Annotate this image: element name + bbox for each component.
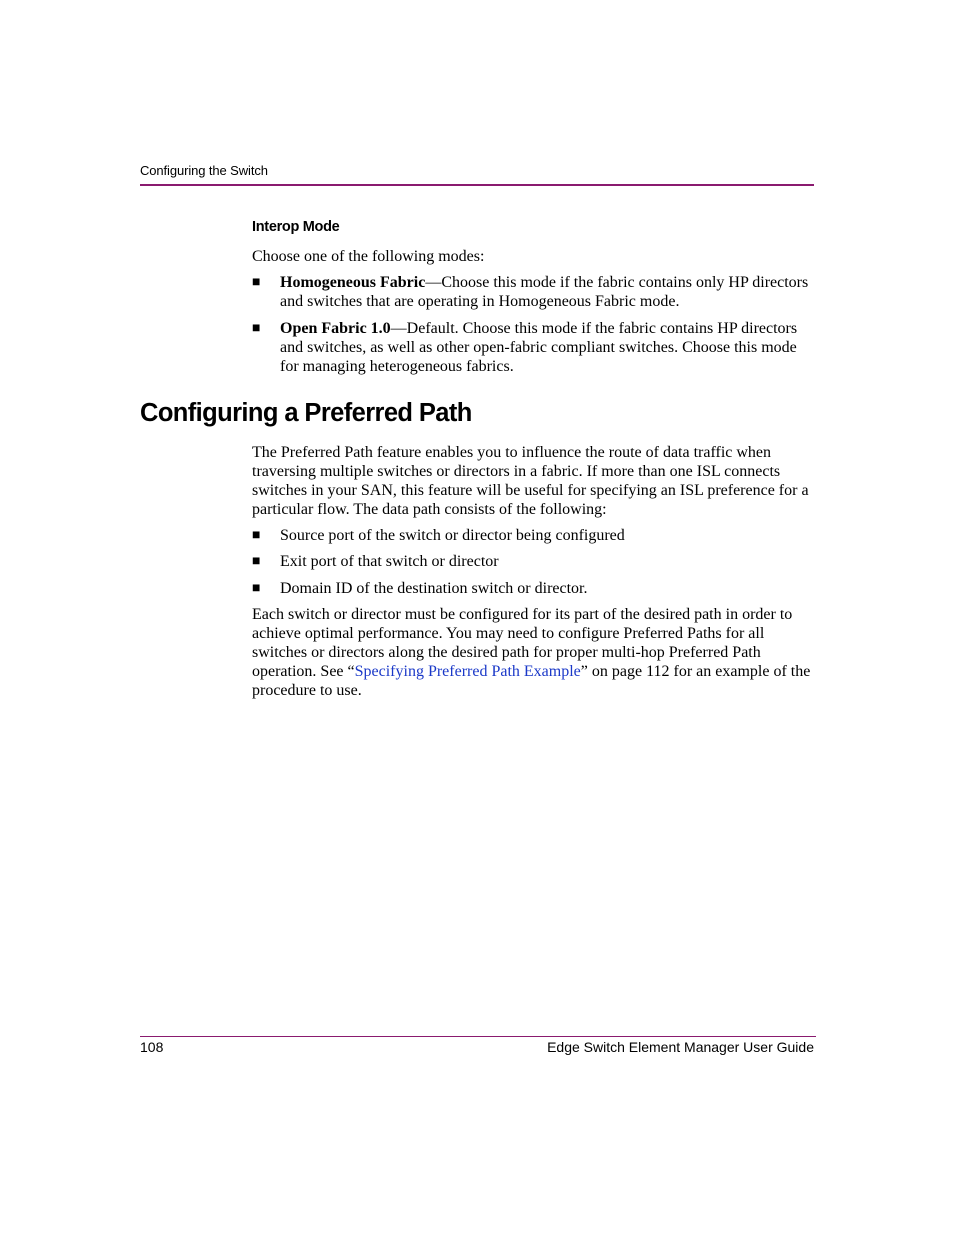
footer-divider <box>140 1036 816 1037</box>
section-title: Configuring a Preferred Path <box>140 399 472 427</box>
interop-mode-heading: Interop Mode <box>252 219 340 235</box>
details-text-end: ” on page 112 for an example of the procedure to use. <box>252 663 811 699</box>
interop-intro: Choose one of the following modes: <box>252 248 485 265</box>
mode-description: —Default. Choose this mode if the fabric contains HP directors and switches, as well as other open-fabric compliant switches. Choose this mode for managing heterogeneous fabrics. <box>280 320 798 375</box>
list-item-text: Source port of the switch or director being configured <box>280 527 625 544</box>
bullet-square-icon: ■ <box>252 321 261 336</box>
list-item <box>252 552 818 571</box>
header-divider <box>140 184 814 186</box>
list-item <box>252 579 818 598</box>
preferred-path-intro: The Preferred Path feature enables you to influence the route of data traffic when traversing multiple switches or directors in a fabric. If more than one ISL connects switches in your SAN, this feature will be useful for specifying an ISL preference for a particular flow. The data path consists of the following: <box>252 444 809 518</box>
mode-name: Open Fabric 1.0 <box>280 320 391 337</box>
specifying-preferred-path-example-link[interactable]: Specifying Preferred Path Example <box>354 663 581 680</box>
list-item-text: Exit port of that switch or director <box>280 553 499 570</box>
bullet-square-icon: ■ <box>252 275 261 290</box>
bullet-square-icon: ■ <box>252 554 261 569</box>
details-text: Each switch or director must be configured for its part of the desired path in order to achieve optimal performance. You may need to configure Preferred Paths for all switches or directors along the desired path for proper multi-hop Preferred Path operation. See “ <box>252 606 793 680</box>
list-item-open-fabric <box>252 319 818 376</box>
running-header: Configuring the Switch <box>140 163 268 178</box>
preferred-path-details <box>252 605 818 700</box>
page-number: 108 <box>140 1039 164 1055</box>
document-title: Edge Switch Element Manager User Guide <box>547 1039 814 1055</box>
list-item-homogeneous-fabric <box>252 273 818 311</box>
bullet-square-icon: ■ <box>252 581 261 596</box>
mode-name: Homogeneous Fabric <box>280 274 426 291</box>
mode-description: —Choose this mode if the fabric contains only HP directors and switches that are operating in Homogeneous Fabric mode. <box>280 274 809 310</box>
list-item <box>252 526 818 545</box>
list-item-text: Domain ID of the destination switch or director. <box>280 580 588 597</box>
bullet-square-icon: ■ <box>252 528 261 543</box>
